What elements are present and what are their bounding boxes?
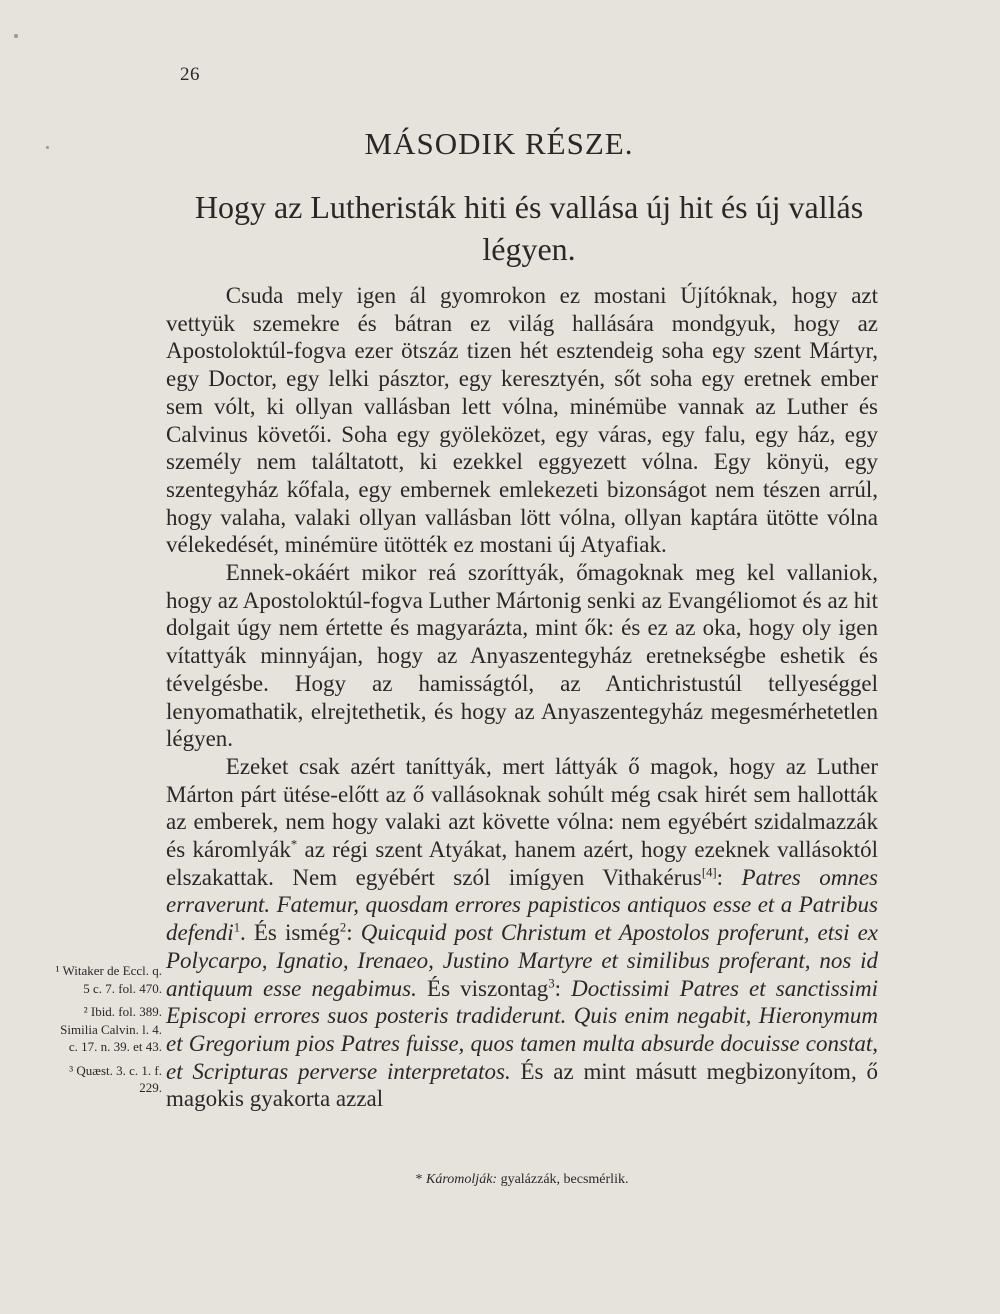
body-text <box>166 282 878 1113</box>
paragraph-text: És az mint másutt megbizonyítom, ő magokis gyakorta azzal <box>166 1058 878 1112</box>
punctuation: : <box>554 975 572 1001</box>
punctuation: : <box>346 920 361 946</box>
paragraph: Csuda mely igen ál gyomrokon ez mostani Újítóknak, hogy azt vettyük szemekre és bátran ez világ hallására mondgyuk, hogy az Apostoloktúl-fogva ezer ötszáz tizen hét esztendeig soha egy szent Mártyr, egy Doctor, egy lelki pásztor, egy keresztyén, sőt soha egy eretnek ember sem vólt, ki ollyan vallásban lett vólna, minémübe vannak az Luther és Calvinus követői. Soha egy gyöleközet, egy váras, egy falu, egy ház, egy személy nem találtatott, ki ezekkel eggyezett vólna. Egy könyü, egy szentegyház kőfala, egy embernek emlekezeti bizonságot nem tészen arrúl, hogy valaha, valaki ollyan vallásban lött vólna, ollyan kaptára ütötte vólna vélekedését, minémüre ütötték ez mostani új Atyafiak. <box>166 283 878 558</box>
reference-marker: [4] <box>701 865 717 880</box>
note-marker: 3 <box>548 975 555 990</box>
footnote-definition: gyalázzák, becsmérlik. <box>497 1172 629 1187</box>
paragraph-text: . És ismég <box>240 920 340 946</box>
section-title: Hogy az Lutheristák hiti és vallása új hit és új vallás légyen. <box>194 189 864 267</box>
margin-note: ³ Quæst. 3. c. 1. f. 229. <box>69 1062 162 1095</box>
margin-note: ² Ibid. fol. 389. Similia Calvin. l. 4. c. 17. n. 39. et 43. <box>60 1004 162 1054</box>
paragraph-text: És viszontag <box>416 975 549 1001</box>
paragraph-text: az régi szent Atyákat, hanem azért, hogy ezeknek vallásoktól elszakattak. Nem egyébért szól imígyen Vithakérus <box>166 837 878 890</box>
margin-note: ¹ Witaker de Eccl. q. 5 c. 7. fol. 470. <box>55 963 162 996</box>
paragraph: Ennek-okáért mikor reá szoríttyák, őmagoknak meg kel vallaniok, hogy az Apostoloktúl-fogva Luther Mártonig senki az Evangéliomot és az hit dolgait úgy nem értette és magyarázta, mint ők: és ez az oka, hogy oly igen vítattyák minnyájan, hogy az Anyaszentegyház eretnekségbe eshetik és tévelgésbe. Hogy az hamisságtól, az Antichristustúl tellyeséggel lenyomathatik, elrejtethetik, és hogy az Anyaszentegyház megesmérhetetlen légyen. <box>166 560 878 752</box>
latin-quote: Patres omnes erraverunt. Fatemur, quosdam errores papisticos antiquos esse et a Patribus defendi <box>166 864 879 946</box>
footnote-asterisk: * <box>290 837 298 852</box>
latin-quote: Quicquid post Christum et Apostolos proferunt, etsi ex Polycarpo, Ignatio, Irenaeo, Justino Martyre et similibus proferant, nos id antiquum esse negabimus. <box>166 920 878 1001</box>
margin-notes <box>50 962 162 1103</box>
note-marker: 2 <box>339 920 347 935</box>
note-marker: 1 <box>233 920 241 935</box>
latin-quote: Doctissimi Patres et sanctissimi Episcopi errores suos posteris tradiderunt. Quis enim negabit, Hieronymum et Gregorium pios Patres fuisse, quos tamen multa absurde docuisse constat, et Scripturas perverse interpretatos. <box>166 975 878 1084</box>
paragraph-text: Ezeket csak azért taníttyák, mert láttyák ő magok, hogy az Luther Márton párt ütése-előtt az ő vallásoknak sohúlt még csak hirét sem hallották az emberek, nem hogy valaki azt követte vólna: nem egyébért szidalmazzák és káromlyák <box>166 753 878 863</box>
footnote-mark: * <box>415 1172 423 1187</box>
footnote <box>166 1172 878 1188</box>
paper-speck <box>14 34 18 38</box>
paper-speck <box>46 146 49 149</box>
page-number: 26 <box>180 64 200 85</box>
footnote-term: Káromolják: <box>426 1172 498 1187</box>
chapter-title: MÁSODIK RÉSZE. <box>364 126 634 161</box>
punctuation: : <box>716 864 742 890</box>
paragraph <box>166 753 878 1113</box>
